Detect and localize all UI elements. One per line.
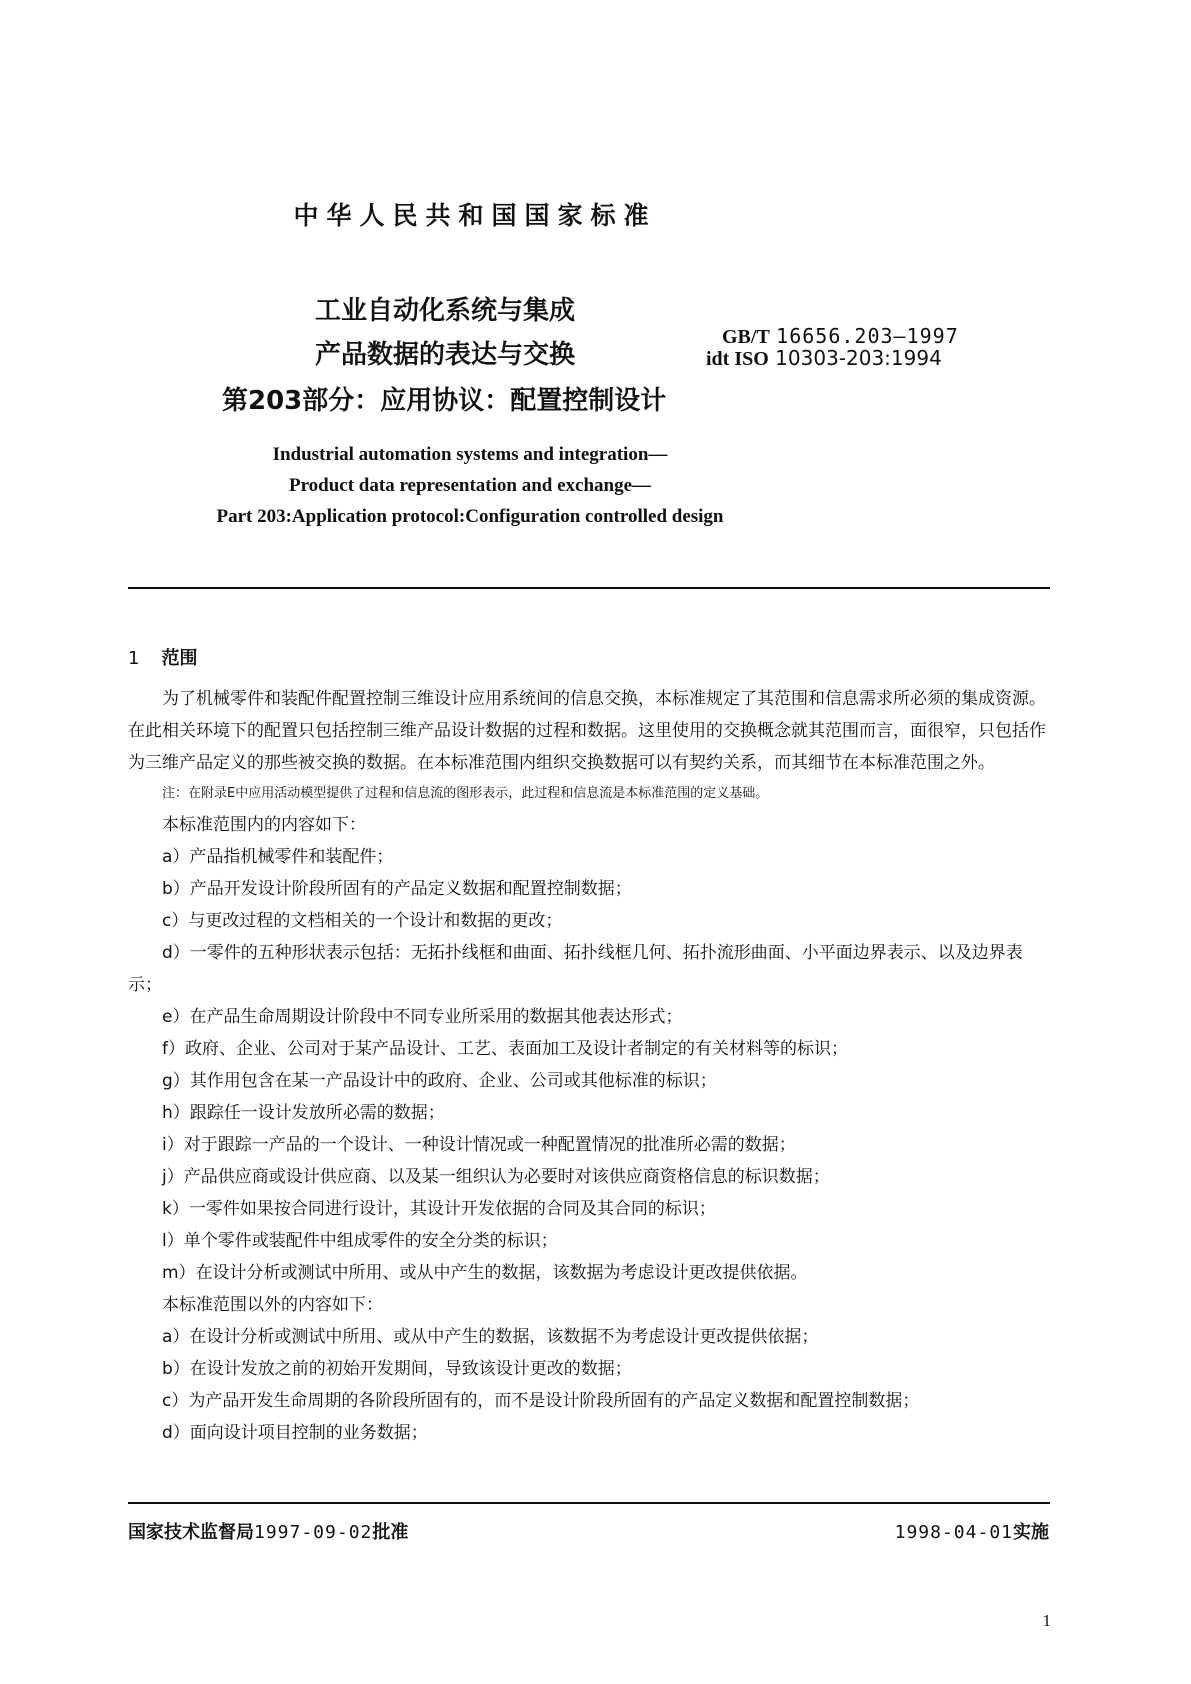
implementation-date: 1998-04-01 xyxy=(894,1522,1013,1543)
list-item: b）在设计发放之前的初始开发期间，导致该设计更改的数据； xyxy=(162,1359,632,1379)
list-item: d）一零件的五种形状表示包括：无拓扑线框和曲面、拓扑线框几何、拓扑流形曲面、小平面边界表示、以及边界表示； xyxy=(128,943,1023,995)
scope-paragraph: 为了机械零件和装配件配置控制三维设计应用系统间的信息交换，本标准规定了其范围和信息需求所必须的集成资源。在此相关环境下的配置只包括控制三维产品设计数据的过程和数据。这里使用的交换概念就其范围而言，面很窄，只包括作为三维产品定义的那些被交换的数据。在本标准范围内组织交换数据可以有契约关系，而其细节在本标准范围之外。 xyxy=(128,689,1046,773)
approval-line xyxy=(128,1518,408,1544)
implementation-line xyxy=(895,1518,1049,1544)
title-cn-line-1: 工业自动化系统与集成 xyxy=(315,296,576,326)
approval-date: 1997-09-02 xyxy=(254,1522,373,1543)
header-divider xyxy=(128,587,1050,589)
list-item: j）产品供应商或设计供应商、以及某一组织认为必要时对该供应商资格信息的标识数据； xyxy=(162,1167,830,1187)
list-item: a）在设计分析或测试中所用、或从中产生的数据，该数据不为考虑设计更改提供依据； xyxy=(162,1327,819,1347)
idt-reference xyxy=(706,346,942,371)
standard-prefix: GB/T xyxy=(722,326,770,348)
out-scope-intro: 本标准范围以外的内容如下： xyxy=(162,1295,383,1315)
out-scope-list xyxy=(128,1321,1048,1449)
section-title: 范围 xyxy=(161,648,198,669)
list-item: h）跟踪任一设计发放所必需的数据； xyxy=(162,1103,445,1123)
list-item: d）面向设计项目控制的业务数据； xyxy=(162,1423,428,1443)
list-item: k）一零件如果按合同进行设计，其设计开发依据的合同及其合同的标识； xyxy=(162,1199,716,1219)
list-item: c）为产品开发生命周期的各阶段所固有的，而不是设计阶段所固有的产品定义数据和配置控制数据； xyxy=(162,1391,920,1411)
standard-code: 16656.203—1997 xyxy=(776,324,959,348)
list-item: f）政府、企业、公司对于某产品设计、工艺、表面加工及设计者制定的有关材料等的标识； xyxy=(162,1039,848,1059)
list-item: i）对于跟踪一产品的一个设计、一种设计情况或一种配置情况的批准所必需的数据； xyxy=(162,1135,796,1155)
section-number: 1 xyxy=(128,648,140,669)
title-en-line-1: Industrial automation systems and integration— xyxy=(272,444,668,465)
title-cn-line-2: 产品数据的表达与交换 xyxy=(315,340,576,370)
list-item: c）与更改过程的文档相关的一个设计和数据的更改； xyxy=(162,911,563,931)
section-heading xyxy=(128,644,197,670)
idt-prefix: idt ISO xyxy=(706,348,769,370)
title-cn-line-3: 第203部分：应用协议：配置控制设计 xyxy=(222,386,667,416)
list-item: a）产品指机械零件和装配件； xyxy=(162,847,394,867)
page-number: 1 xyxy=(1042,1611,1051,1630)
title-en-line-2: Product data representation and exchange— xyxy=(288,475,652,496)
list-item: m）在设计分析或测试中所用、或从中产生的数据，该数据为考虑设计更改提供依据。 xyxy=(162,1263,808,1283)
footer-divider xyxy=(128,1502,1050,1504)
title-en-line-3: Part 203:Application protocol:Configuration controlled design xyxy=(216,506,724,527)
idt-code: 10303-203:1994 xyxy=(775,346,942,370)
in-scope-list xyxy=(128,841,1048,1289)
scope-note: 注：在附录E中应用活动模型提供了过程和信息流的图形表示，此过程和信息流是本标准范围的定义基础。 xyxy=(162,786,769,801)
national-standard-heading: 中华人民共和国国家标准 xyxy=(293,201,657,230)
implementation-suffix: 实施 xyxy=(1013,1522,1049,1543)
list-item: l）单个零件或装配件中组成零件的安全分类的标识； xyxy=(162,1231,558,1251)
list-item: e）在产品生命周期设计阶段中不同专业所采用的数据其他表达形式； xyxy=(162,1007,683,1027)
in-scope-intro: 本标准范围内的内容如下： xyxy=(162,815,366,835)
list-item: g）其作用包含在某一产品设计中的政府、企业、公司或其他标准的标识； xyxy=(162,1071,717,1091)
approval-org: 国家技术监督局 xyxy=(128,1522,254,1543)
list-item: b）产品开发设计阶段所固有的产品定义数据和配置控制数据； xyxy=(162,879,632,899)
approval-suffix: 批准 xyxy=(372,1522,409,1543)
section-body xyxy=(128,683,1048,1449)
